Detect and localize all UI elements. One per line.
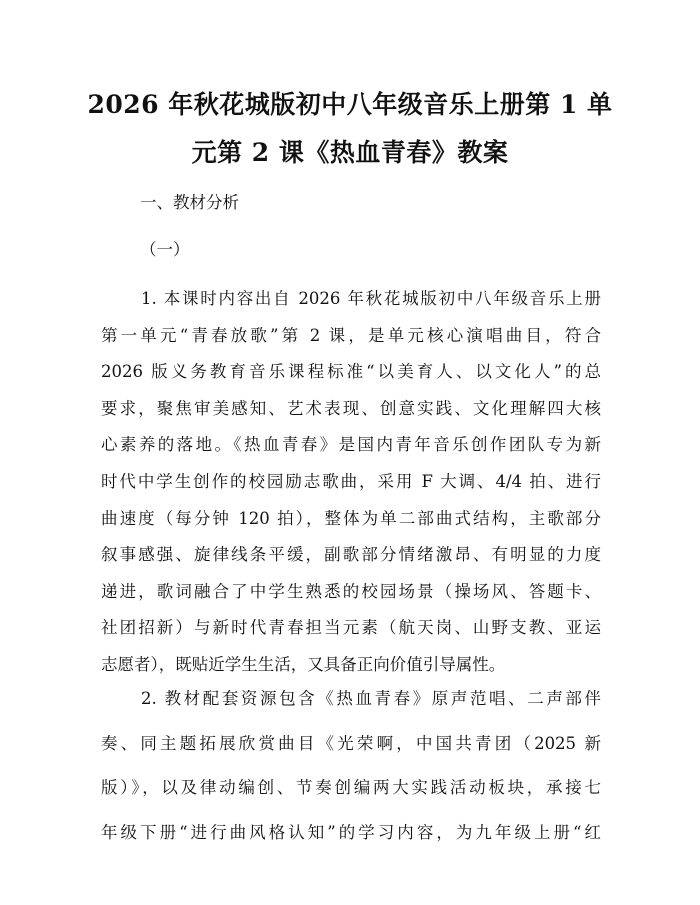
paragraph-1-line-8: 叙事感强、旋律线条平缓，副歌部分情绪激昂、有明显的力度 <box>101 545 601 564</box>
document-title-line-2: 元第 2 课《热血青春》教案 <box>191 138 509 167</box>
paragraph-1-line-11: 志愿者），既贴近学生生活，又具备正向价值引导属性。 <box>101 655 506 674</box>
paragraph-1-line-2: 第一单元“青春放歌”第 2 课，是单元核心演唱曲目，符合 <box>101 326 601 345</box>
paragraph-1-line-4: 要求，聚焦审美感知、艺术表现、创意实践、文化理解四大核 <box>101 399 601 418</box>
paragraph-1-line-6: 时代中学生创作的校园励志歌曲，采用 F 大调、4/4 拍、进行 <box>101 472 601 491</box>
section-heading: 一、教材分析 <box>140 193 239 212</box>
document-title-line-1: 2026 年秋花城版初中八年级音乐上册第 1 单 <box>87 90 613 119</box>
paragraph-1-line-3: 2026 版义务教育音乐课程标准“以美育人、以文化人”的总 <box>101 362 601 381</box>
paragraph-2-line-2: 奏、同主题拓展欣赏曲目《光荣啊，中国共青团（2025 新 <box>101 734 601 753</box>
paragraph-2-line-3: 版）》，以及律动编创、节奏创编两大实践活动板块，承接七 <box>101 778 601 797</box>
paragraph-1-line-10: 社团招新）与新时代青春担当元素（航天岗、山野支教、亚运 <box>101 618 601 637</box>
paragraph-1-line-9: 递进，歌词融合了中学生熟悉的校园场景（操场风、答题卡、 <box>101 582 601 601</box>
paragraph-1-line-7: 曲速度（每分钟 120 拍），整体为单二部曲式结构，主歌部分 <box>101 509 601 528</box>
subsection-heading: （一） <box>140 240 190 259</box>
paragraph-2-line-4: 年级下册“进行曲风格认知”的学习内容，为九年级上册“红 <box>101 823 601 842</box>
paragraph-2-line-1: 2. 教材配套资源包含《热血青春》原声范唱、二声部伴 <box>141 689 601 708</box>
paragraph-1-line-1: 1. 本课时内容出自 2026 年秋花城版初中八年级音乐上册 <box>141 289 601 308</box>
paragraph-1-line-5: 心素养的落地。《热血青春》是国内青年音乐创作团队专为新 <box>101 435 601 454</box>
